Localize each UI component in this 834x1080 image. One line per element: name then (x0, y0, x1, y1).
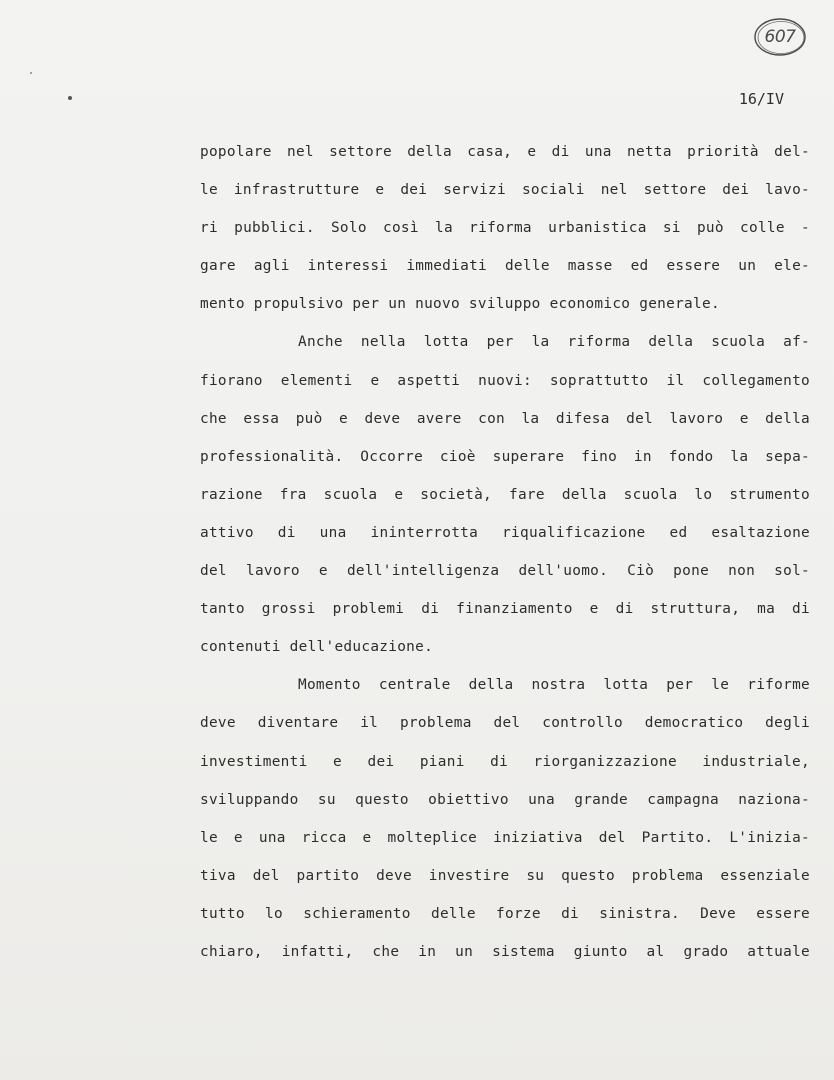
text-line: che essa può e deve avere con la difesa del lavoro e della (200, 410, 810, 427)
text-line: professionalità. Occorre cioè superare fino in fondo la sepa- (200, 448, 810, 465)
text-line: Momento centrale della nostra lotta per le riforme (298, 677, 810, 694)
text-line: fiorano elementi e aspetti nuovi: soprattutto il collegamento (200, 372, 810, 389)
text-line: investimenti e dei piani di riorganizzazione industriale, (200, 753, 810, 770)
typewritten-body (200, 133, 810, 971)
text-line: ri pubblici. Solo così la riforma urbanistica si può colle - (200, 220, 810, 237)
text-line: del lavoro e dell'intelligenza dell'uomo. Ciò pone non sol- (200, 563, 810, 580)
text-line: mento propulsivo per un nuovo sviluppo economico generale. (200, 296, 720, 313)
text-line: chiaro, infatti, che in un sistema giunto al grado attuale (200, 943, 810, 960)
page-number: 16/IV (738, 90, 784, 108)
text-line: attivo di una ininterrotta riqualificazione ed esaltazione (200, 524, 810, 541)
stamp-number: 607 (764, 27, 796, 47)
text-line: razione fra scuola e società, fare della scuola lo strumento (200, 486, 810, 503)
text-line: popolare nel settore della casa, e di una netta priorità del- (200, 144, 810, 160)
speck-mark (68, 96, 72, 100)
text-line: tanto grossi problemi di finanziamento e di struttura, ma di (200, 601, 810, 618)
text-line: le e una ricca e molteplice iniziativa del Partito. L'inizia- (200, 829, 810, 846)
text-line: gare agli interessi immediati delle masse ed essere un ele- (200, 258, 810, 275)
text-line: le infrastrutture e dei servizi sociali nel settore dei lavo- (200, 182, 810, 199)
speck-mark (30, 72, 32, 74)
text-line: deve diventare il problema del controllo democratico degli (200, 715, 810, 732)
text-line: Anche nella lotta per la riforma della scuola af- (298, 334, 810, 351)
text-line: contenuti dell'educazione. (200, 639, 434, 656)
text-line: tutto lo schieramento delle forze di sinistra. Deve essere (200, 905, 810, 922)
text-line: tiva del partito deve investire su questo problema essenziale (200, 867, 810, 884)
archive-stamp (752, 16, 808, 58)
text-line: sviluppando su questo obiettivo una grande campagna naziona- (200, 791, 810, 808)
